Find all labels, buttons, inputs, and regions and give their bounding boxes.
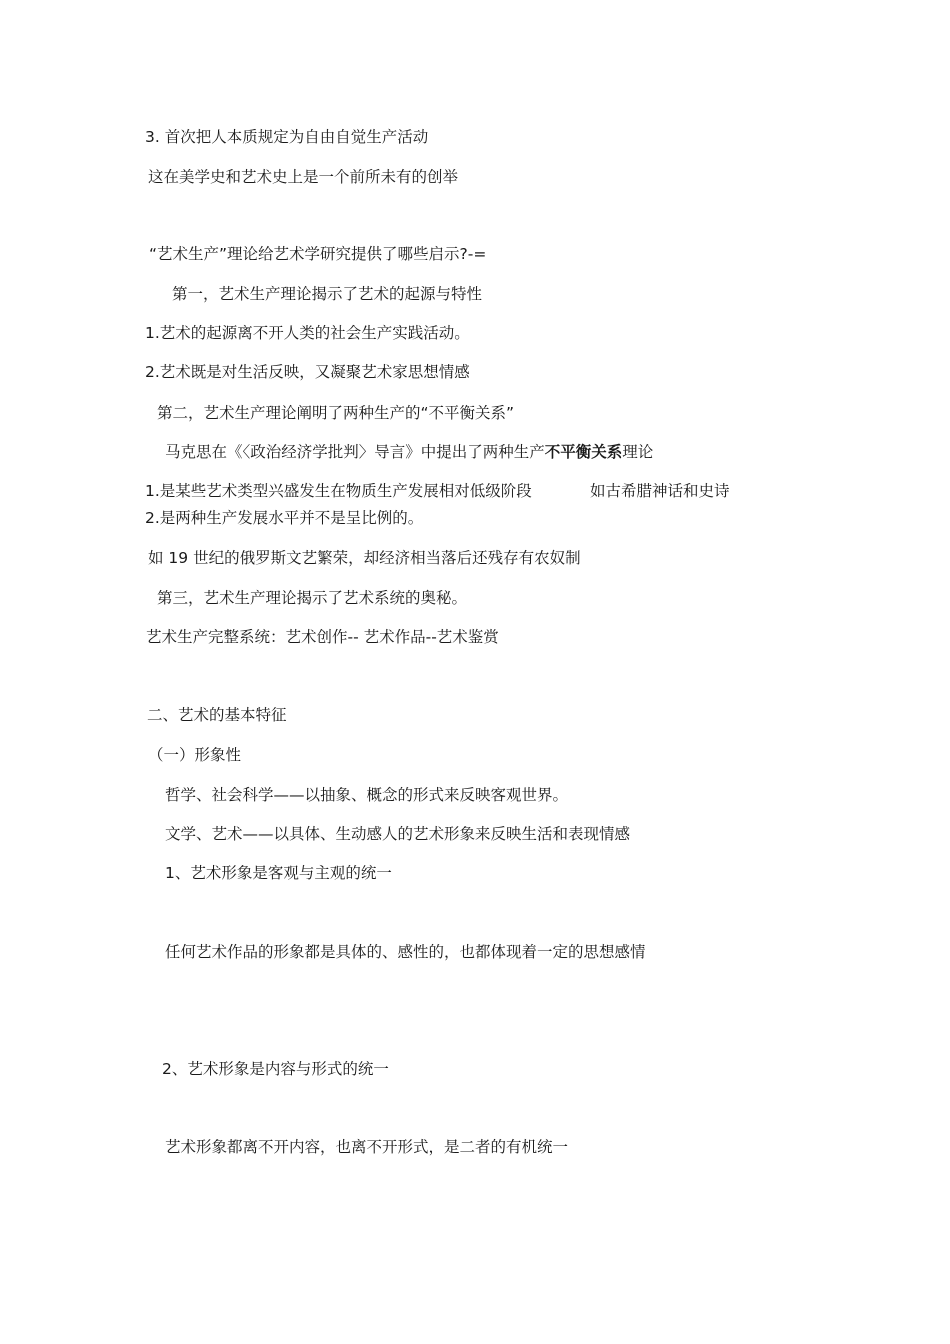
text-line: 艺术形象都离不开内容，也离不开形式，是二者的有机统一 [165,1138,569,1156]
text-line: 1.是某些艺术类型兴盛发生在物质生产发展相对低级阶段 [145,482,532,500]
text-line: 2.艺术既是对生活反映，又凝聚艺术家思想情感 [145,363,470,381]
text-line: 如古希腊神话和史诗 [590,482,730,500]
text-run: 理论 [622,443,654,461]
text-line: （一）形象性 [148,746,242,764]
text-line: 第三，艺术生产理论揭示了艺术系统的奥秘。 [157,589,468,607]
text-line: 2.是两种生产发展水平并不是呈比例的。 [145,509,424,527]
text-line: 二、艺术的基本特征 [147,706,287,724]
text-line: “艺术生产”理论给艺术学研究提供了哪些启示?-= [149,245,487,263]
text-line: 哲学、社会科学——以抽象、概念的形式来反映客观世界。 [165,786,569,804]
text-line: 第一，艺术生产理论揭示了艺术的起源与特性 [172,285,483,303]
text-line: 1、艺术形象是客观与主观的统一 [165,864,392,882]
text-line: 艺术生产完整系统：艺术创作-- 艺术作品--艺术鉴赏 [146,628,499,646]
text-line: 1.艺术的起源离不开人类的社会生产实践活动。 [145,324,470,342]
text-line: 2、艺术形象是内容与形式的统一 [162,1060,389,1078]
text-line: 文学、艺术——以具体、生动感人的艺术形象来反映生活和表现情感 [165,825,631,843]
text-run: 马克思在《〈政治经济学批判〉导言》中提出了两种生产 [165,443,545,461]
text-line: 第二，艺术生产理论阐明了两种生产的“不平衡关系” [157,404,515,422]
text-line: 如 19 世纪的俄罗斯文艺繁荣，却经济相当落后还残存有农奴制 [148,549,581,567]
text-line-mixed [165,442,653,462]
text-line: 3. 首次把人本质规定为自由自觉生产活动 [145,128,429,146]
text-line: 这在美学史和艺术史上是一个前所未有的创举 [148,168,459,186]
text-line: 任何艺术作品的形象都是具体的、感性的，也都体现着一定的思想感情 [165,943,646,961]
text-run-bold: 不平衡关系 [544,443,623,461]
